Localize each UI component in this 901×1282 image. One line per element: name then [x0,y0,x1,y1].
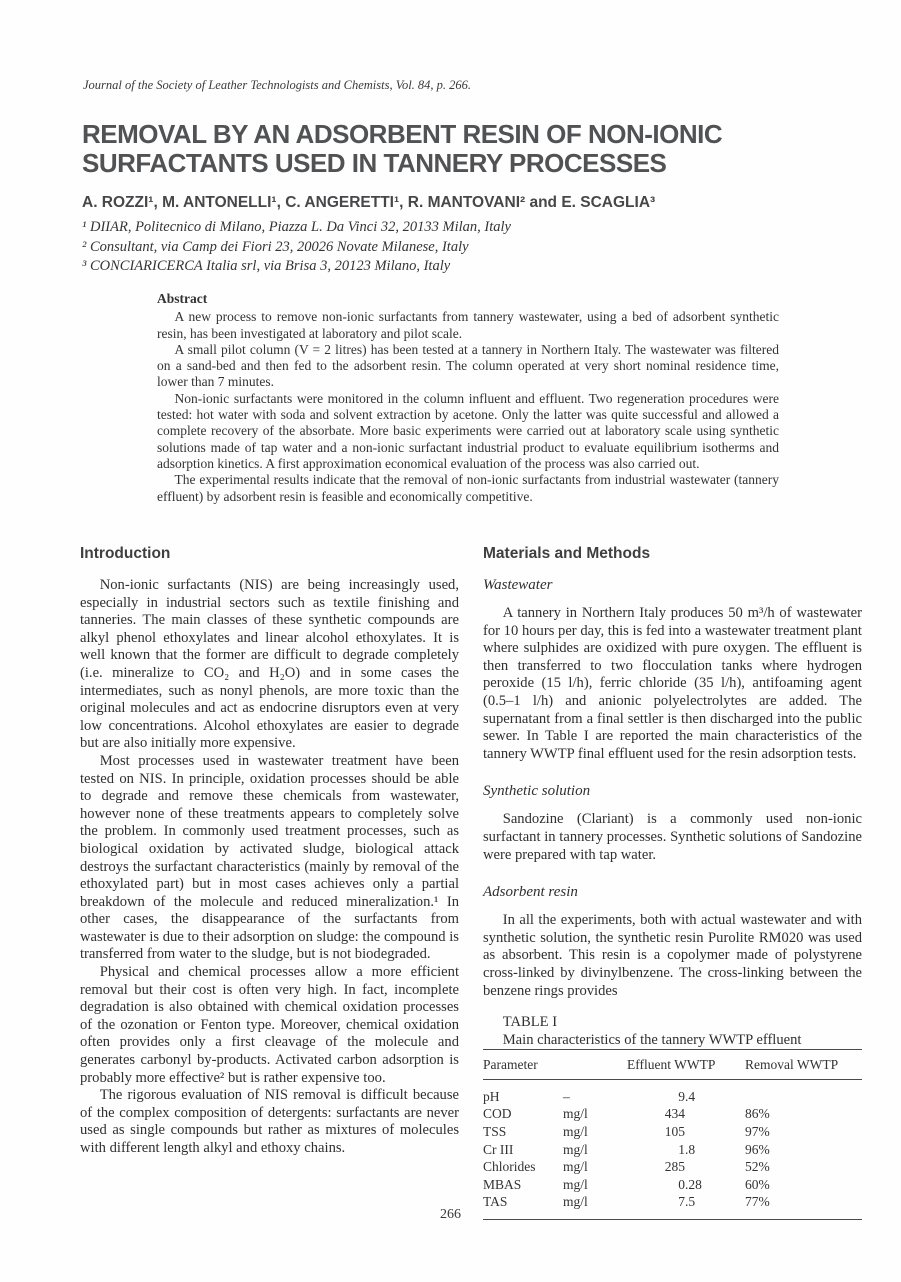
body-paragraph: Most processes used in wastewater treatment have been tested on NIS. In principle, oxidation processes should be able to degrade and remove these chemicals from wastewater, however none of these treatments appears to completely solve the problem. In commonly used treatment processes, such as biological oxidation by activated sludge, biological attack destroys the surfactant characteristics (mainly by removal of the ethoxylated part) but in most cases achieves only a partial breakdown of the molecule and reduced mineralization.¹ In other cases, the disappearance of the surfactants from wastewater is due to their adsorption on sludge: the compound is transferred from water to the sludge, but is not biodegraded. [80,752,459,963]
table-row [483,1123,862,1141]
abstract-paragraph: The experimental results indicate that the removal of non-ionic surfactants from industrial wastewater (tannery effluent) by adsorbent resin is feasible and economically competitive. [157,472,779,504]
methods-heading: Materials and Methods [483,545,651,562]
table-row [483,1141,862,1159]
parameter-cell: Chlorides [483,1159,536,1175]
body-paragraph: Physical and chemical processes allow a more efficient removal but their cost is often very high. In fact, incomplete degradation is also obtained with chemical oxidation processes of the ozonation or Fenton type. Moreover, chemical oxidation often provides only a first cleavage of the molecule and generates carbonyl by-products. Activated carbon adsorption is probably more effective² but is rather expensive too. [80,964,459,1086]
page-number: 266 [440,1207,461,1222]
table-row [483,1176,862,1194]
removal-value-cell [745,1079,862,1105]
removal-value-cell: 60% [745,1176,770,1192]
abstract-block [157,291,779,505]
removal-value-cell: 97% [745,1124,770,1140]
effluent-value-cell: 9.4 [678,1088,696,1104]
removal-value-cell: 52% [745,1159,770,1175]
table-1-caption: Main characteristics of the tannery WWTP effluent [502,1031,802,1048]
subheading-wastewater: Wastewater [483,577,553,593]
abstract-paragraph: A new process to remove non-ionic surfactants from tannery wastewater, using a bed of adsorbent synthetic resin, has been investigated at laboratory and pilot scale. [157,309,779,341]
effluent-value-cell: 7.5 [678,1194,696,1210]
abstract-paragraph: A small pilot column (V = 2 litres) has been tested at a tannery in Northern Italy. The wastewater was filtered on a sand-bed and then fed to the adsorbent resin. The column operated at very short nominal residence time, lower than 7 minutes. [157,341,779,390]
parameter-cell: TSS [483,1124,507,1140]
unit-cell: mg/l [563,1106,588,1122]
parameter-cell: COD [483,1106,512,1122]
unit-cell: mg/l [563,1159,588,1175]
table-1-block [483,1014,862,1220]
article-title: REMOVAL BY AN ADSORBENT RESIN OF NON-IONIC SURFACTANTS USED IN TANNERY PROCESSES [82,119,723,178]
right-column [483,545,862,1220]
author-line: A. ROZZI¹, M. ANTONELLI¹, C. ANGERETTI¹, R. MANTOVANI² and E. SCAGLIA³ [82,194,656,211]
introduction-heading: Introduction [80,545,171,562]
table-row [483,1158,862,1176]
body-paragraph: In all the experiments, both with actual wastewater and with synthetic solution, the synthetic resin Purolite RM020 was used as absorbent. This resin is a copolymer made of polystyrene cross-linked by divinylbenzene. The cross-linking between the benzene rings provides [483,912,862,999]
parameter-cell: pH [483,1088,500,1104]
left-column [80,545,459,1220]
removal-value-cell: 86% [745,1106,770,1122]
parameter-cell: MBAS [483,1176,522,1192]
subheading-adsorbent-resin: Adsorbent resin [483,884,578,901]
two-column-body [80,545,862,1220]
affiliation-line: ¹ DIIAR, Politecnico di Milano, Piazza L. Da Vinci 32, 20133 Milan, Italy [82,219,511,235]
parameter-cell: Cr III [483,1141,514,1157]
table-1 [483,1049,862,1220]
unit-cell: mg/l [563,1124,588,1140]
effluent-value-cell: 285 [664,1159,685,1175]
unit-cell: mg/l [563,1141,588,1157]
abstract-paragraph: Non-ionic surfactants were monitored in the column influent and effluent. Two regeneration procedures were tested: hot water with soda and solvent extraction by acetone. Only the latter was quite successful and allowed a complete recovery of the absorbate. More basic experiments were carried out at laboratory scale using synthetic solutions made of tap water and a non-ionic surfactant industrial product to evaluate equilibrium isotherms and adsorption kinetics. A first approximation economical evaluation of the process was also carried out. [157,390,779,471]
col-header-effluent: Effluent WWTP [627,1050,745,1080]
table-row [483,1079,862,1105]
affiliation-line: ³ CONCIARICERCA Italia srl, via Brisa 3, 20123 Milano, Italy [82,258,451,274]
parameter-cell: TAS [483,1194,508,1210]
effluent-value-cell: 434 [664,1106,685,1122]
removal-value-cell: 96% [745,1141,770,1157]
unit-cell: mg/l [563,1194,588,1210]
body-paragraph: A tannery in Northern Italy produces 50 m³/h of wastewater for 10 hours per day, this is fed into a wastewater treatment plant where sulphides are oxidized with pure oxygen. The effluent is then transferred to two flocculation tanks where hydrogen peroxide (15 l/h), ferric chloride (35 l/h), antifoaming agent (0.5–1 l/h) and anionic polyelectrolytes are added. The supernatant from a final settler is then discharged into the public sewer. In Table I are reported the main characteristics of the tannery WWTP final effluent used for the resin adsorption tests. [483,605,862,762]
unit-cell: mg/l [563,1176,588,1192]
effluent-value-cell: 105 [664,1124,685,1140]
body-paragraph: Sandozine (Clariant) is a commonly used non-ionic surfactant in tannery processes. Synthetic solutions of Sandozine were prepared with tap water. [483,811,862,863]
effluent-value-cell: 0.28 [678,1176,702,1192]
affiliation-line: ² Consultant, via Camp dei Fiori 23, 20026 Novate Milanese, Italy [82,238,469,255]
col-header-unit [563,1050,627,1080]
table-header-row [483,1050,862,1080]
table-row [483,1105,862,1123]
table-1-label: TABLE I [502,1014,558,1031]
body-paragraph: Non-ionic surfactants (NIS) are being increasingly used, especially in industrial sectors such as textile finishing and tanneries. The main classes of these synthetic compounds are alkyl phenol ethoxylates and linear alcohol ethoxylates. It is well known that the former are difficult to degrade completely (i.e. mineralize to CO₂ and H₂O) and in some cases the intermediates, such as nonyl phenols, are more toxic than the original molecules and act as endocrine disruptors even at very low concentrations. Alcohol ethoxylates are easier to degrade but are also initially more expensive. [80,577,459,752]
abstract-heading: Abstract [157,291,208,306]
col-header-parameter: Parameter [483,1050,563,1080]
removal-value-cell: 77% [745,1194,770,1210]
affiliations-block [82,218,511,277]
subheading-synthetic-solution: Synthetic solution [483,783,591,800]
body-paragraph: The rigorous evaluation of NIS removal is difficult because of the complex composition of detergents: surfactants are never used as single compounds but rather as mixtures of molecules with different length alkyl and ethoxy chains. [80,1087,459,1156]
effluent-value-cell: 1.8 [678,1141,696,1157]
journal-header-line: Journal of the Society of Leather Technologists and Chemists, Vol. 84, p. 266. [83,78,472,92]
col-header-removal: Removal WWTP [745,1050,862,1080]
unit-cell: – [563,1088,570,1104]
